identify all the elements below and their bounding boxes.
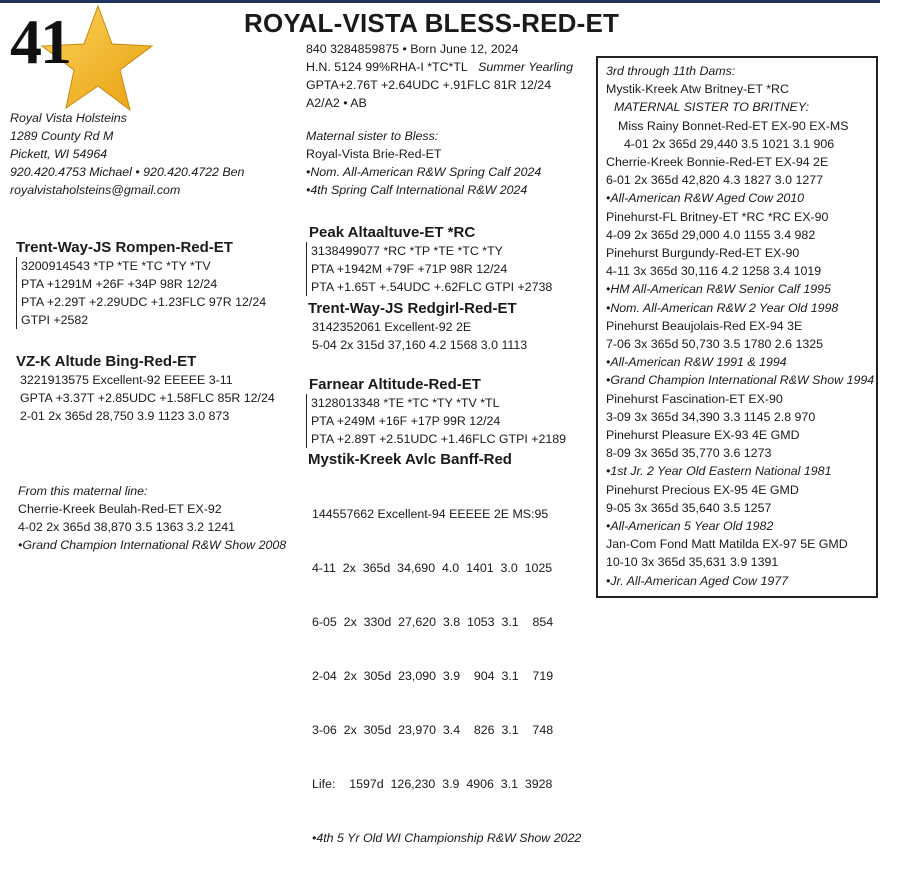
dam-entry-name: Pinehurst-FL Britney-ET *RC *RC EX-90 — [606, 209, 829, 224]
dam-sire-block — [306, 375, 566, 448]
sire-line: 3200914543 *TP *TE *TC *TY *TV — [21, 259, 211, 273]
sire-dam-name: VZ-K Altude Bing-Red-ET — [16, 353, 197, 370]
sire-dam-line: GPTA +3.37T +2.85UDC +1.58FLC 85R 12/24 — [20, 391, 275, 405]
award-line: •4th 5 Yr Old WI Championship R&W Show 2022 — [312, 831, 582, 845]
maternal-sister-heading: Maternal sister to Bless: — [306, 129, 439, 143]
ms-sire-name: Peak Altaaltuve-ET *RC — [309, 224, 476, 241]
ms-sire-line: PTA +1.65T +.54UDC +.62FLC GTPI +2738 — [311, 280, 553, 294]
dams-list — [606, 62, 874, 590]
award-line: •Grand Champion International R&W Show 2008 — [18, 538, 287, 552]
animal-a2: A2/A2 • AB — [306, 96, 367, 110]
award-line: •Nom. All-American R&W 2 Year Old 1998 — [606, 300, 839, 315]
dam-record: 4-11 2x 365d 34,690 4.0 1401 3.0 1025 — [312, 561, 553, 575]
ms-sire-block — [306, 223, 552, 296]
dam-info: 144557662 Excellent-94 EEEEE 2E MS:95 — [312, 507, 549, 521]
sire-block — [16, 238, 266, 329]
dams-heading: 3rd through 11th Dams: — [606, 64, 736, 78]
award-line: •Nom. All-American R&W Spring Calf 2024 — [306, 165, 542, 179]
sire-name: Trent-Way-JS Rompen-Red-ET — [16, 239, 233, 256]
animal-gptas: GPTA+2.76T +2.64UDC +.91FLC 81R 12/24 — [306, 78, 552, 92]
consignor-name: Royal Vista Holsteins — [10, 111, 127, 125]
page-title: ROYAL-VISTA BLESS-RED-ET — [244, 8, 620, 38]
sire-dam-line: 3221913575 Excellent-92 EEEEE 3-11 — [20, 373, 233, 387]
consignor-block — [10, 109, 244, 199]
dam-entry-name: Jan-Com Fond Matt Matilda EX-97 5E GMD — [606, 537, 848, 552]
dam-lifetime-record: Life: 1597d 126,230 3.9 4906 3.1 3928 — [312, 777, 553, 791]
consignor-phones: 920.420.4753 Michael • 920.420.4722 Ben — [10, 165, 245, 179]
dam-entry-record: 7-06 3x 365d 50,730 3.5 1780 2.6 1325 — [606, 337, 824, 352]
maternal-sister — [306, 127, 541, 199]
ms-dam-name: Trent-Way-JS Redgirl-Red-ET — [308, 300, 517, 317]
maternal-line-block — [18, 482, 286, 554]
dam-entry-name: Pinehurst Pleasure EX-93 4E GMD — [606, 428, 800, 443]
award-line: •All-American 5 Year Old 1982 — [606, 519, 774, 534]
dam-record: 2-04 2x 305d 23,090 3.9 904 3.1 719 — [312, 669, 554, 683]
animal-hn-line: H.N. 5124 99%RHA-I *TC*TL Summer Yearling — [306, 60, 573, 74]
animal-id-line: 840 3284859875 • Born June 12, 2024 — [306, 42, 519, 56]
dam-entry-record: 8-09 3x 365d 35,770 3.6 1273 — [606, 446, 772, 461]
dam-entry-name: Mystik-Kreek Atw Britney-ET *RC — [606, 82, 789, 97]
animal-info — [306, 40, 573, 112]
maternal-line-name: Cherrie-Kreek Beulah-Red-ET EX-92 — [18, 502, 222, 516]
ms-sire-line: PTA +1942M +79F +71P 98R 12/24 — [311, 262, 508, 276]
maternal-line-heading: From this maternal line: — [18, 484, 148, 498]
dam-entry-record: 4-01 2x 365d 29,440 3.5 1021 3.1 906 — [624, 136, 835, 151]
consignor-address: 1289 County Rd M — [10, 129, 114, 143]
dam-sire-details — [306, 394, 566, 448]
award-line: •HM All-American R&W Senior Calf 1995 — [606, 282, 831, 297]
dam-entry-name: Pinehurst Fascination-ET EX-90 — [606, 391, 783, 406]
dam-record: 3-06 2x 305d 23,970 3.4 826 3.1 748 — [312, 723, 554, 737]
dam-entry-note: MATERNAL SISTER TO BRITNEY: — [614, 100, 810, 115]
maternal-line-record: 4-02 2x 365d 38,870 3.5 1363 3.2 1241 — [18, 520, 236, 534]
dam-sire-line: PTA +249M +16F +17P 99R 12/24 — [311, 414, 501, 428]
dam-entry-record: 6-01 2x 365d 42,820 4.3 1827 3.0 1277 — [606, 173, 824, 188]
ms-sire-line: 3138499077 *RC *TP *TE *TC *TY — [311, 244, 503, 258]
ms-dam-line: 3142352061 Excellent-92 2E — [312, 320, 472, 334]
sire-line: GTPI +2582 — [21, 313, 89, 327]
award-line: •All-American R&W 1991 & 1994 — [606, 355, 787, 370]
dam-entry-record: 9-05 3x 365d 35,640 3.5 1257 — [606, 500, 772, 515]
dam-entry-record: 3-09 3x 365d 34,390 3.3 1145 2.8 970 — [606, 409, 816, 424]
award-line: •Grand Champion International R&W Show 1994 — [606, 373, 875, 388]
dam-entry-record: 10-10 3x 365d 35,631 3.9 1391 — [606, 555, 779, 570]
dam-entry-name: Pinehurst Precious EX-95 4E GMD — [606, 482, 799, 497]
ms-dam-details — [308, 318, 527, 354]
dams-box — [596, 56, 878, 598]
dam-record: 6-05 2x 330d 27,620 3.8 1053 3.1 854 — [312, 615, 554, 629]
lot-number: 41 — [10, 6, 70, 77]
ms-dam-line: 5-04 2x 315d 37,160 4.2 1568 3.0 1113 — [312, 338, 528, 352]
award-line: •All-American R&W Aged Cow 2010 — [606, 191, 805, 206]
dam-details — [308, 469, 581, 883]
award-line: •4th Spring Calf International R&W 2024 — [306, 183, 528, 197]
dam-entry-name: Miss Rainy Bonnet-Red-ET EX-90 EX-MS — [618, 118, 849, 133]
consignor-city: Pickett, WI 54964 — [10, 147, 108, 161]
sire-dam-line: 2-01 2x 365d 28,750 3.9 1123 3.0 873 — [20, 409, 230, 423]
sire-line: PTA +1291M +26F +34P 98R 12/24 — [21, 277, 218, 291]
award-line: •Jr. All-American Aged Cow 1977 — [606, 573, 789, 588]
ms-sire-details — [306, 242, 552, 296]
award-line: •1st Jr. 2 Year Old Eastern National 1981 — [606, 464, 832, 479]
consignor-email: royalvistaholsteins@gmail.com — [10, 183, 181, 197]
ms-dam-block — [308, 299, 527, 354]
dam-block — [308, 450, 581, 883]
dam-sire-line: 3128013348 *TE *TC *TY *TV *TL — [311, 396, 500, 410]
maternal-sister-name: Royal-Vista Brie-Red-ET — [306, 147, 442, 161]
dam-name: Mystik-Kreek Avlc Banff-Red — [308, 451, 512, 468]
sire-dam-details — [16, 371, 275, 425]
dam-sire-line: PTA +2.89T +2.51UDC +1.46FLC GTPI +2189 — [311, 432, 567, 446]
sire-line: PTA +2.29T +2.29UDC +1.23FLC 97R 12/24 — [21, 295, 267, 309]
dam-entry-name: Pinehurst Burgundy-Red-ET EX-90 — [606, 246, 800, 261]
dam-sire-name: Farnear Altitude-Red-ET — [309, 376, 481, 393]
dam-entry-name: Cherrie-Kreek Bonnie-Red-ET EX-94 2E — [606, 155, 829, 170]
animal-class: Summer Yearling — [478, 60, 573, 74]
dam-entry-record: 4-09 2x 365d 29,000 4.0 1155 3.4 982 — [606, 227, 816, 242]
dam-entry-name: Pinehurst Beaujolais-Red EX-94 3E — [606, 318, 803, 333]
dam-entry-record: 4-11 3x 365d 30,116 4.2 1258 3.4 1019 — [606, 264, 822, 279]
sire-details — [16, 257, 266, 329]
sire-dam-block — [16, 352, 275, 425]
